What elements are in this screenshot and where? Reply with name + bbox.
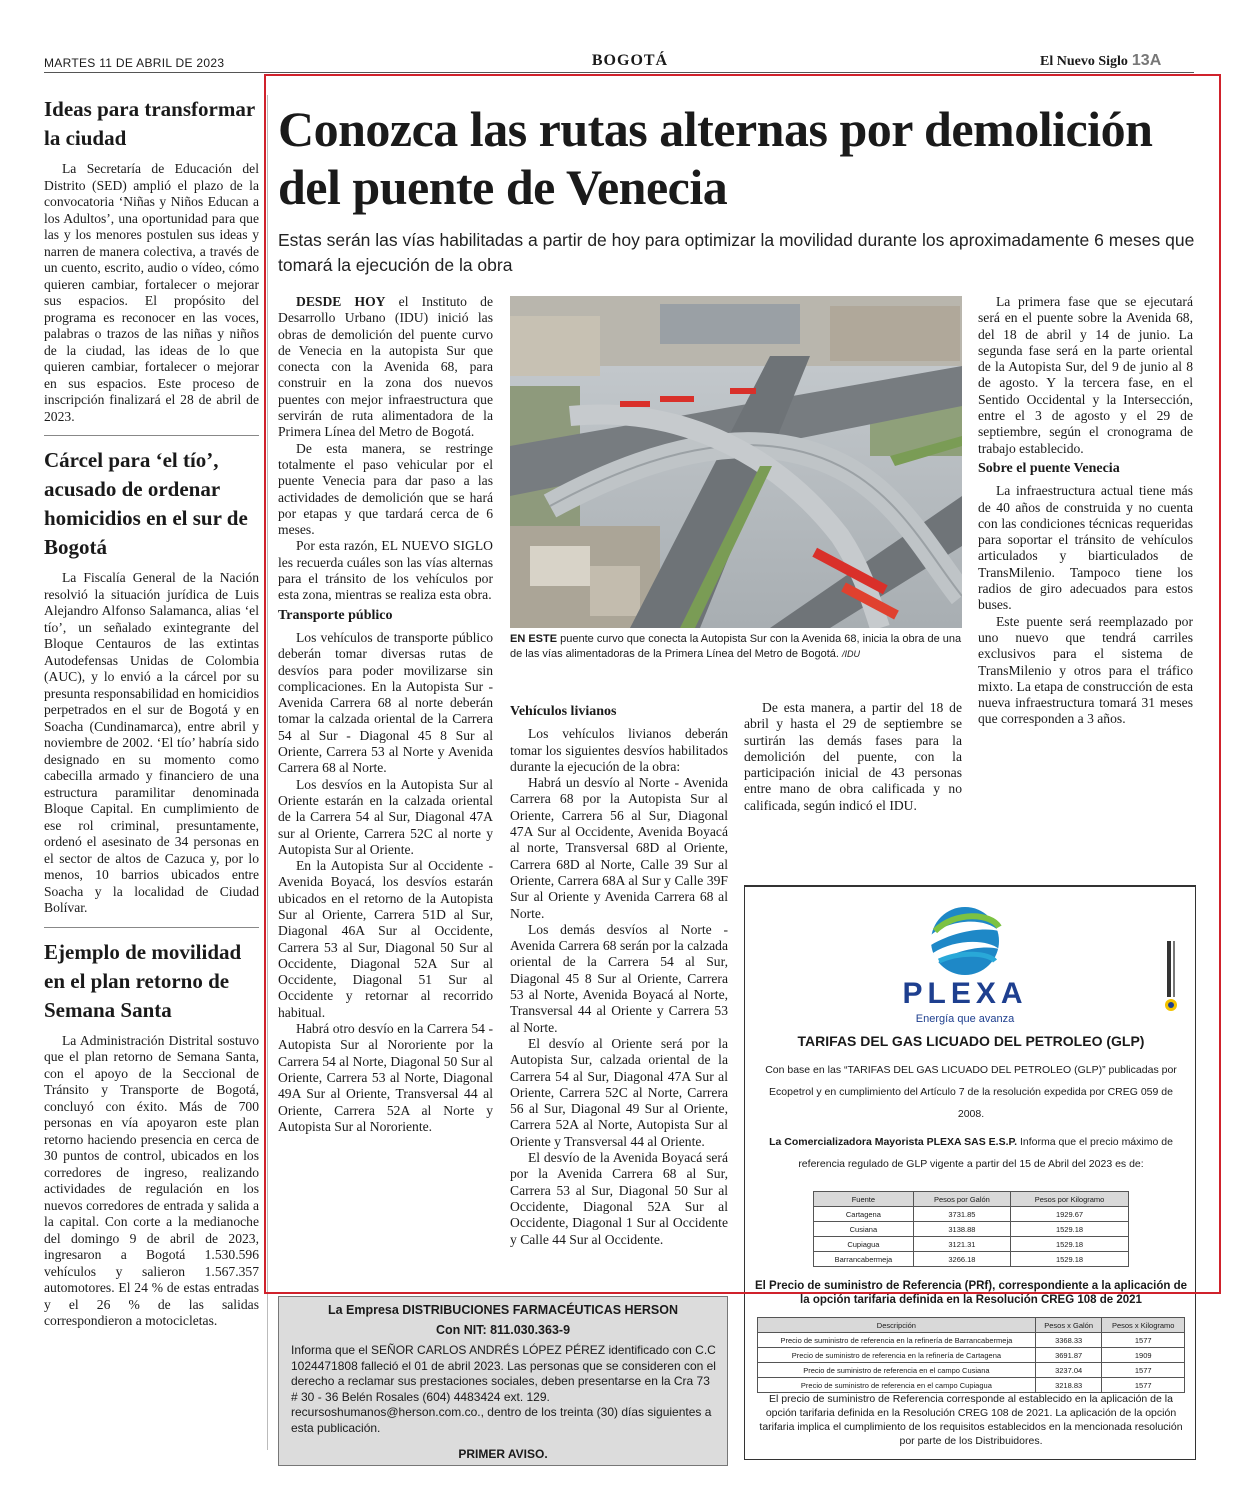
notice-company: La Empresa DISTRIBUCIONES FARMACÉUTICAS HERSON	[327, 1303, 679, 1317]
paragraph: El desvío al Oriente será por la Autopista Sur, calzada oriental de la Carrera 54 al Sur, Diagonal 47A Sur al Oriente, Carrera 52C al Norte, Carrera 56 al Sur, Diagonal 49 Sur al Oriente, Carrera 52A al Norte, Autopista Sur al Oriente y Transversal 44 al Oriente.	[510, 1035, 728, 1149]
story3-title: Ejemplo de movilidad en el plan retorno de Semana Santa	[44, 939, 242, 1022]
table-row	[814, 1237, 1129, 1252]
table-cell: Cusiana	[814, 1222, 914, 1237]
table-cell: 1929.67	[1011, 1207, 1129, 1222]
table-header-cell: Fuente	[814, 1192, 914, 1207]
reference-price-table	[757, 1317, 1185, 1393]
table-cell: Precio de suministro de referencia en el campo Cusiana	[758, 1363, 1036, 1378]
superservicios-logo-icon	[1157, 937, 1187, 1017]
table-row	[758, 1348, 1185, 1363]
separator	[44, 927, 259, 928]
table-cell: 3121.31	[913, 1237, 1010, 1252]
column-rule	[267, 95, 268, 1450]
table-cell: 3368.33	[1035, 1333, 1102, 1348]
paragraph: La infraestructura actual tiene más de 40 años de construida y no cuenta con las condiciones técnicas requeridas para soportar el tránsito de vehículos articulados y biarticulados de TransMilenio. Tampoco tiene los radios de giro adecuados para estos buses.	[978, 483, 1193, 613]
table-row	[814, 1207, 1129, 1222]
article-photo	[510, 296, 962, 628]
table-cell: Cupiagua	[814, 1237, 914, 1252]
paragraph: Los demás desvíos al Norte - Avenida Carrera 68 serán por la calzada oriental de la Carrera 54 al Sur, Diagonal 45 8 Sur al Oriente, Carrera 53 al Norte, Avenida Boyacá al Norte, Transversal 44 al Oriente y Carrera 53 al Norte.	[510, 921, 728, 1035]
paragraph: De esta manera, a partir del 18 de abril y hasta el 29 de septiembre se surtirán las demás fases para la demolición del puente, con la participación inicial de 43 personas entre mano de obra calificada y no calificada, según indicó el IDU.	[744, 700, 962, 813]
article-deck: Estas serán las vías habilitadas a partir de hoy para optimizar la movilidad durante los aproximadamente 6 meses que tomará la ejecución de la obra	[278, 230, 1195, 275]
plexa-advertisement	[744, 885, 1196, 1460]
table-cell: 1909	[1102, 1348, 1185, 1363]
table-cell: 1577	[1102, 1378, 1185, 1393]
subheading: Vehículos livianos	[510, 704, 617, 719]
article-column-1	[278, 294, 493, 1135]
glp-price-table	[813, 1191, 1129, 1267]
plexa-intro-text: Con base en las “TARIFAS DEL GAS LICUADO DEL PETROLEO (GLP)” publicadas por Ecopetrol y en cumplimiento del Artículo 7 de la resolución expedida por CREG 059 de 2008.	[765, 1064, 1177, 1120]
table-cell: 3731.85	[913, 1207, 1010, 1222]
table-cell: 1529.18	[1011, 1237, 1129, 1252]
paragraph: Por esta razón, EL NUEVO SIGLO les recuerda cuáles son las vías alternas para el tránsito de los vehículos por esta zona, mientras se realiza esta obra.	[278, 538, 493, 603]
paragraph: Habrá un desvío al Norte - Avenida Carrera 68 por la Autopista Sur al Oriente, Carrera 56 al Sur, Diagonal 47A Sur al Occidente, Avenida Boyacá al norte, Transversal 68D al Oriente, Carrera 68D al Norte, Calle 39 Sur al Oriente, Carrera 68A al Sur y Calle 39F Sur al Oriente y Avenida Carrera 68 al Norte.	[510, 775, 728, 921]
story3-body: La Administración Distrital sostuvo que el plan retorno de Semana Santa, con el apoyo de la Seccional de Tránsito y Transporte de Bogotá, concluyó con éxito. Más de 700 personas en vía apoyaron este plan retorno haciendo presencia en cerca de 30 puntos de control, ubicados en los corredores de ingreso, realizando actividades de regulación en los nuevos corredores de entrada y salida a la capital. Con corte a la medianoche del domingo 9 de abril de 2023, ingresaron a Bogotá 1.530.596 vehículos y salieron 1.567.357 automotores. El 24 % de estas entradas y el 26 % de las salidas correspondieron a motocicletas.	[44, 1032, 259, 1328]
paragraph: En la Autopista Sur al Occidente - Avenida Boyacá, los desvíos estarán ubicados en el retorno de la Autopista Sur al Oriente, Carrera 51D al Sur, Diagonal 46A Sur al Occidente, Carrera 53 al Sur, Diagonal 50 Sur al Occidente, Diagonal 52A Sur al Occidente, Diagonal 51 Sur al Occidente y retornar al recorrido habitual.	[278, 858, 493, 1020]
bridge-aerial-image	[510, 296, 962, 628]
separator	[44, 435, 259, 436]
table-cell: 3138.88	[913, 1222, 1010, 1237]
photo-caption: EN ESTE puente curvo que conecta la Autopista Sur con la Avenida 68, inicia la obra de una de las vías alimentadoras de la Primera Línea del Metro de Bogotá. /IDU	[510, 633, 962, 660]
table-cell: 1577	[1102, 1363, 1185, 1378]
table-cell: 3266.18	[913, 1252, 1010, 1267]
table-row	[814, 1222, 1129, 1237]
table-cell: 1529.18	[1011, 1252, 1129, 1267]
table-header-row	[758, 1318, 1185, 1333]
article-title: Conozca las rutas alternas por demolición del puente de Venecia	[278, 101, 1153, 215]
header-date: MARTES 11 DE ABRIL DE 2023	[44, 56, 225, 70]
table-cell: 1577	[1102, 1333, 1185, 1348]
lead-in: DESDE HOY	[296, 294, 386, 309]
paragraph: Los vehículos livianos deberán tomar los siguientes desvíos habilitados durante la ejecución de la obra:	[510, 726, 728, 774]
subheading: Sobre el puente Venecia	[978, 460, 1120, 476]
story1-body: La Secretaría de Educación del Distrito (SED) amplió el plazo de la convocatoria ‘Niñas y Niños Educan a los Adultos’, una oportunidad para que las y los menores postulen sus ideas y narren de manera colectiva, a través de un cuento, escrito, audio o vídeo, cómo quieren cambiar, fortalecer o mejorar sus espacios. El propósito del programa es reconocer en las voces, palabras o trazos de las niñas y niños de la ciudad, las ideas de lo que quieren cambiar, fortalecer o mejorar en sus espacios. Este proceso de inscripción finalizará el 28 de abril de 2023.	[44, 161, 259, 424]
table-row	[814, 1252, 1129, 1267]
herson-notice	[278, 1296, 728, 1466]
notice-footer: PRIMER AVISO.	[458, 1447, 548, 1461]
reference-price-title: El Precio de suministro de Referencia (PRf), correspondiente a la aplicación de la opción tarifaria definida en la Resolución CREG 108 de 2021	[755, 1280, 1188, 1306]
table-cell: Precio de suministro de referencia en la refinería de Barrancabermeja	[758, 1333, 1036, 1348]
paragraph: Los vehículos de transporte público deberán tomar diversas rutas de desvíos para poder movilizarse sin complicaciones. En la Autopista Sur - Avenida Carrera 68 al norte deberán tomar la calzada oriental de la Carrera 54 al Sur - Diagonal 45 8 Sur al Oriente, Carrera 53 al Norte y Avenida Carrera 68 al Norte.	[278, 629, 493, 776]
story1-title: Ideas para transformar la ciudad	[44, 97, 255, 150]
reference-price-footer: El precio de suministro de Referencia corresponde al establecido en la aplicación de la opción tarifaria definida en la Resolución CREG 108 de 2021. La aplicación de la opción tarifaria implica el cumplimiento de los requisitos establecidos en la mencionada resolución por parte de los Distribuidores.	[759, 1393, 1183, 1447]
article-column-2	[510, 700, 728, 1248]
article-column-3	[744, 700, 962, 814]
plexa-slogan: Energía que avanza	[915, 1013, 1015, 1025]
story2-title: Cárcel para ‘el tío’, acusado de ordenar homicidios en el sur de Bogotá	[44, 448, 248, 559]
header-section: BOGOTÁ	[591, 52, 669, 69]
left-column	[44, 95, 259, 1330]
table-cell: Precio de suministro de referencia en la refinería de Cartagena	[758, 1348, 1036, 1363]
table-header-cell: Pesos por Kilogramo	[1011, 1192, 1129, 1207]
subheading: Transporte público	[278, 607, 393, 623]
article-column-4	[978, 294, 1193, 728]
story2-body: La Fiscalía General de la Nación resolvió la situación jurídica de Luis Alejandro Alfonso Salamanca, alias ‘el tío’, un señalado exintegrante del Bloque Centauros de las extintas Autodefensas Unidas de Colombia (AUC), y lo envió a la cárcel por su presunta responsabilidad en homicidios perpetrados en el sur de Bogotá y en Soacha (Cundinamarca), entre abril y noviembre de 2002. ‘El tío’ habría sido designado en su momento como cabecilla armado y financiero de una estructura paramilitar denominada Bloque Capital. En cumplimiento de ese rol criminal, presuntamente, ordenó el asesinato de 34 personas en el sector de altos de Cazuca y, por lo menos, 10 barrios ubicados entre Soacha y la localidad de Ciudad Bolívar.	[44, 570, 259, 915]
plexa-price-text: La Comercializadora Mayorista PLEXA SAS E.S.P. Informa que el precio máximo de referencia regulado de GLP vigente a partir del 15 de Abril del 2023 es de:	[769, 1136, 1173, 1170]
paragraph: El desvío de la Avenida Boyacá será por la Avenida Carrera 68 al Sur, Carrera 53 al Sur, Diagonal 50 Sur al Occidente, Diagonal 52A Sur al Occidente, Diagonal 1 Sur al Occidente y Calle 44 Sur al Occidente.	[510, 1150, 728, 1247]
table-cell: 3237.04	[1035, 1363, 1102, 1378]
table-header-cell: Pesos x Galón	[1035, 1318, 1102, 1333]
table-cell: Cartagena	[814, 1207, 914, 1222]
header-paper	[1040, 52, 1161, 70]
table-header-cell: Pesos x Kilogramo	[1102, 1318, 1185, 1333]
notice-nit: Con NIT: 811.030.363-9	[435, 1323, 571, 1337]
paragraph: Habrá otro desvío en la Carrera 54 - Autopista Sur al Nororiente por la Carrera 54 al Norte, Diagonal 50 Sur al Oriente, Carrera 53 al Norte, Diagonal 49A Sur al Oriente, Transversal 44 al Oriente, Carrera 52A al Norte y Autopista Sur al Nororiente.	[278, 1021, 493, 1134]
table-cell: 3218.83	[1035, 1378, 1102, 1393]
table-row	[758, 1333, 1185, 1348]
table-cell: 3691.87	[1035, 1348, 1102, 1363]
table-row	[758, 1363, 1185, 1378]
paper-name: El Nuevo Siglo	[1040, 54, 1128, 69]
notice-body: Informa que el SEÑOR CARLOS ANDRÉS LÓPEZ PÉREZ identificado con C.C 1024471808 falleció el 01 de abril 2023. Las personas que se consideren con el derecho a reclamar sus prestaciones sociales, deben presentarse en la Cra 73 # 30 - 36 Belén Rosales (604) 4483424 ext. 129. recursoshumanos@herson.com.co., dentro de los treinta (30) días siguientes a esta publicación.	[291, 1343, 716, 1435]
table-header-cell: Pesos por Galón	[913, 1192, 1010, 1207]
table-header-cell: Descripción	[758, 1318, 1036, 1333]
paragraph: De esta manera, se restringe totalmente el paso vehicular por el puente Venecia para dar paso a las actividades de demolición que se hará por etapas y que tardará cerca de 6 meses.	[278, 440, 493, 538]
paragraph: DESDE HOY el Instituto de Desarrollo Urbano (IDU) inició las obras de demolición del puente curvo de Venecia en la autopista Sur que conecta con la Avenida 68, para construir en la zona dos nuevos puentes con mejor infraestructura que servirán de ruta alimentadora de la Primera Línea del Metro de Bogotá.	[278, 294, 493, 440]
paragraph: Los desvíos en la Autopista Sur al Oriente estarán en la calzada oriental de la Carrera 54 al Sur, Diagonal 47A sur al Oriente, Carrera 52C al norte y Autopista Sur al Oriente.	[278, 776, 493, 857]
plexa-name: PLEXA	[902, 977, 1028, 1010]
page-number: 13A	[1131, 52, 1162, 69]
plexa-title: TARIFAS DEL GAS LICUADO DEL PETROLEO (GLP)	[797, 1033, 1145, 1049]
header-rule	[44, 72, 1194, 73]
table-cell: Precio de suministro de referencia en el campo Cupiagua	[758, 1378, 1036, 1393]
table-cell: 1529.18	[1011, 1222, 1129, 1237]
table-row	[758, 1378, 1185, 1393]
table-cell: Barrancabermeja	[814, 1252, 914, 1267]
paragraph: La primera fase que se ejecutará será en el puente sobre la Avenida 68, del 18 de abril y 14 de junio. La segunda fase será en la parte oriental de la Autopista Sur, del 9 de junio al 8 de agosto. Y la tercera fase, en el Sentido Occidental y la Intersección, entre el 3 de agosto y el 29 de septiembre, según el cronograma de trabajo establecido.	[978, 294, 1193, 456]
table-header-row	[814, 1192, 1129, 1207]
paragraph: Este puente será reemplazado por uno nuevo que tendrá carriles exclusivos para el sistema de TransMilenio y otros para el tráfico mixto. La etapa de construcción de esta nueva infraestructura tomará 31 meses que corresponden a 3 años.	[978, 613, 1193, 727]
